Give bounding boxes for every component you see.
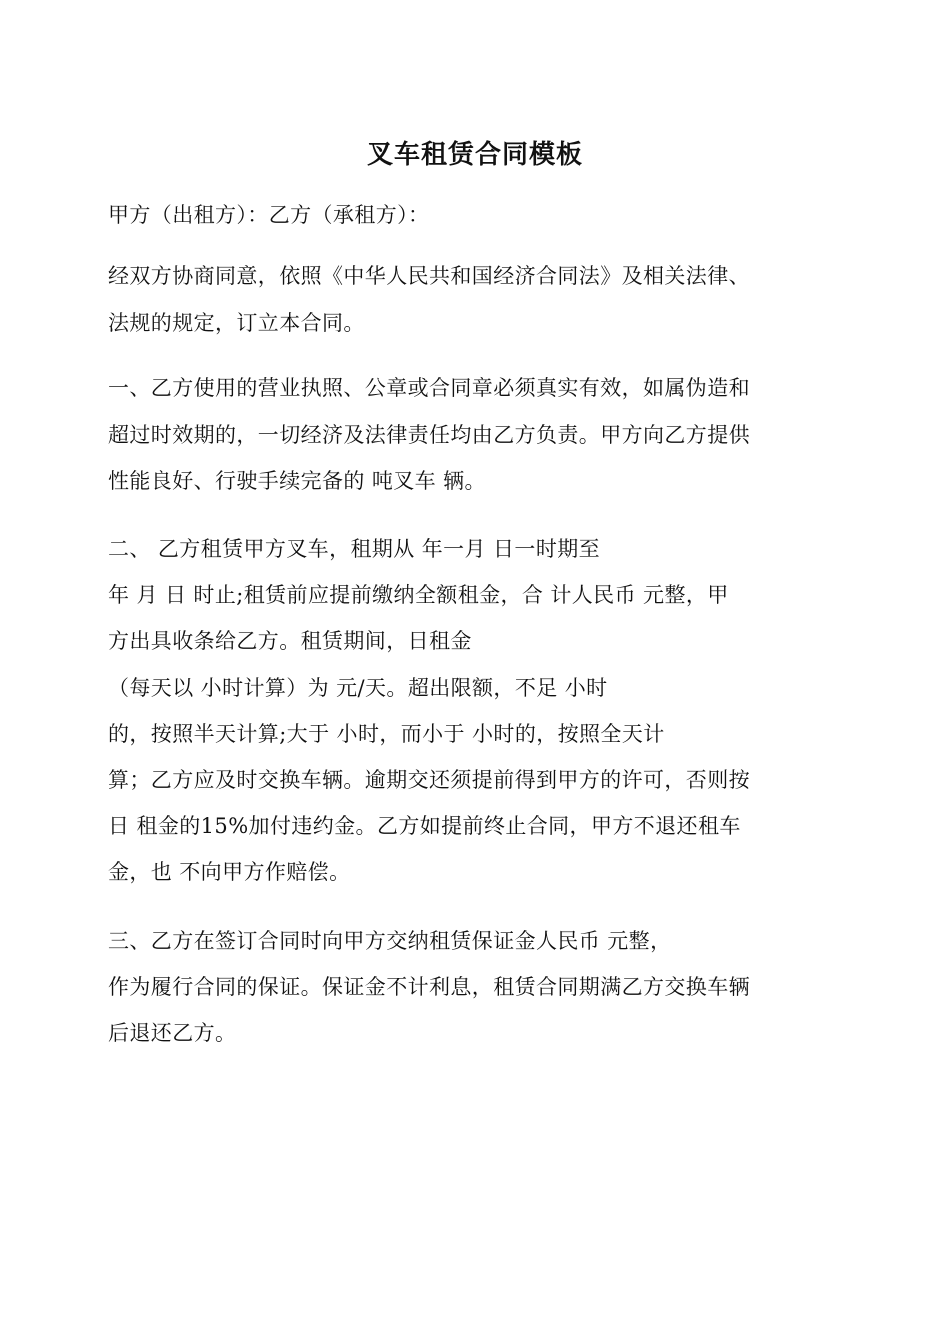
preamble-line-2: 法规的规定，订立本合同。: [108, 311, 365, 335]
clause-1-line-2: 超过时效期的，一切经济及法律责任均由乙方负责。甲方向乙方提供: [108, 423, 750, 447]
clause-2-line-1: 二、 乙方租赁甲方叉车，租期从 年一月 日一时期至: [108, 537, 601, 561]
clause-3-line-3: 后退还乙方。: [108, 1021, 237, 1045]
clause-2-line-6: 算；乙方应及时交换车辆。逾期交还须提前得到甲方的许可，否则按: [108, 768, 750, 792]
document-title: 叉车租赁合同模板: [366, 140, 583, 170]
preamble-line-1: 经双方协商同意，依照《中华人民共和国经济合同法》及相关法律、: [108, 264, 750, 288]
clause-2-line-7: 日 租金的15%加付违约金。乙方如提前终止合同，甲方不退还租车: [108, 814, 741, 838]
parties-line: 甲方（出租方）：乙方（承租方）：: [108, 203, 430, 227]
clause-2-line-5: 的，按照半天计算;大于 小时，而小于 小时的，按照全天计: [108, 722, 665, 746]
clause-1-line-1: 一、乙方使用的营业执照、公章或合同章必须真实有效，如属伪造和: [108, 376, 750, 400]
clause-2-line-8: 金，也 不向甲方作赔偿。: [108, 860, 351, 884]
clause-2-line-3: 方出具收条给乙方。租赁期间，日租金: [108, 629, 472, 653]
clause-3-line-1: 三、乙方在签订合同时向甲方交纳租赁保证金人民币 元整，: [108, 929, 672, 953]
clause-2-line-2: 年 月 日 时止;租赁前应提前缴纳全额租金，合 计人民币 元整，甲: [108, 583, 729, 607]
clause-1-line-3: 性能良好、行驶手续完备的 吨叉车 辆。: [108, 469, 486, 493]
clause-2-line-4: （每天以 小时计算）为 元/天。超出限额，不足 小时: [108, 676, 608, 700]
clause-3-line-2: 作为履行合同的保证。保证金不计利息，租赁合同期满乙方交换车辆: [108, 975, 750, 999]
